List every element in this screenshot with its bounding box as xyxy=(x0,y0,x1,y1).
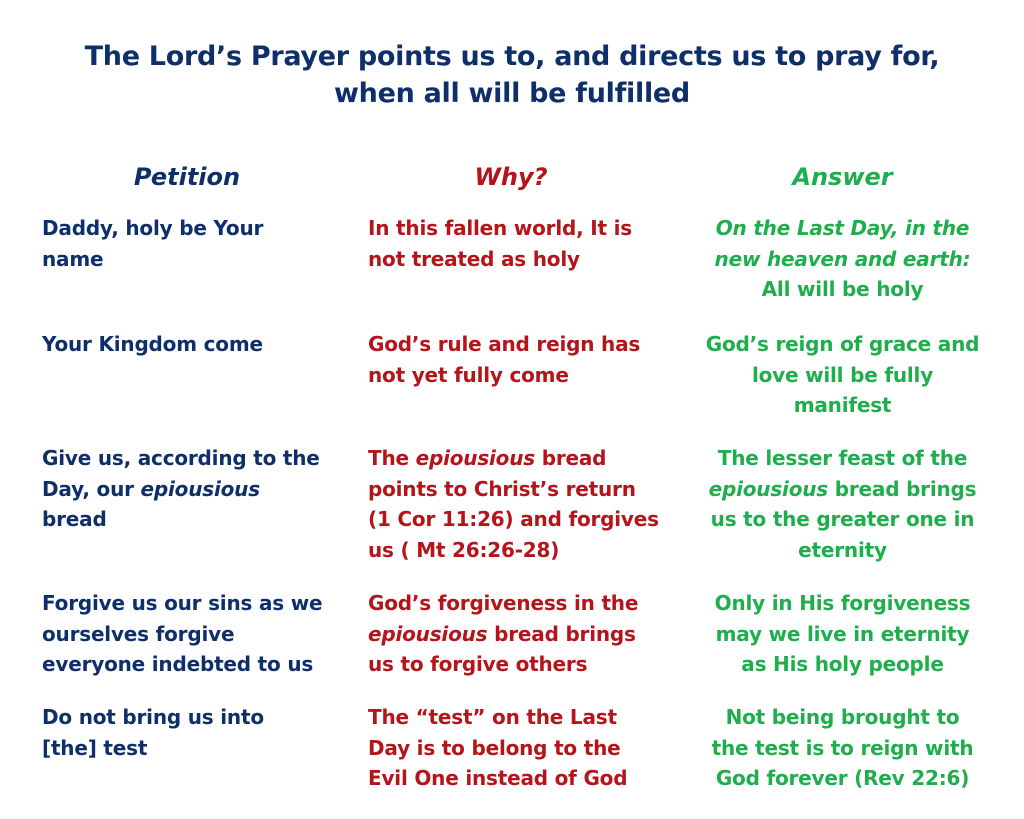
text-line: On the Last Day, in the xyxy=(715,216,970,240)
text-line: Evil One instead of God xyxy=(368,766,628,790)
row-1-answer xyxy=(685,213,1000,305)
text-line: us to forgive others xyxy=(368,652,588,676)
text-line: Give us, according to the xyxy=(42,446,320,470)
text-line: ourselves forgive xyxy=(42,621,235,646)
row-4-why xyxy=(368,588,668,680)
row-4-answer xyxy=(685,588,1000,680)
text-line: not yet fully come xyxy=(368,362,569,387)
text-line: Your Kingdom come xyxy=(42,332,263,356)
text-line: Daddy, holy be Your xyxy=(42,216,264,240)
text-line: points to Christ’s return xyxy=(368,476,636,501)
text-line: as His holy people xyxy=(741,652,944,676)
row-1-petition xyxy=(42,213,352,274)
row-3-answer xyxy=(685,443,1000,565)
text-line: new heaven and earth: xyxy=(714,246,971,271)
row-4-petition xyxy=(42,588,352,680)
text-line: everyone indebted to us xyxy=(42,652,314,676)
text-line: God’s reign of grace and xyxy=(705,332,980,356)
text-line: eternity xyxy=(798,537,887,562)
text-line: bread xyxy=(42,507,107,531)
text-line: may we live in eternity xyxy=(715,621,970,646)
title-line-2: when all will be fulfilled xyxy=(334,78,690,109)
text-line: (1 Cor 11:26) and forgives xyxy=(368,507,659,531)
row-5-why xyxy=(368,702,668,794)
text-line: the test is to reign with xyxy=(711,735,974,760)
text-line: The “test” on the Last xyxy=(368,705,617,729)
page-title xyxy=(0,38,1024,112)
text-run: Day, our xyxy=(42,476,141,501)
text-line: Not being brought to xyxy=(725,705,960,729)
text-run: epiousious xyxy=(140,476,260,501)
text-run: The xyxy=(368,446,416,470)
row-2-why xyxy=(368,329,668,390)
text-line: love will be fully xyxy=(751,362,934,387)
header-why: Why? xyxy=(474,163,548,191)
text-line: us ( Mt 26:26-28) xyxy=(368,537,560,562)
text-run: bread xyxy=(534,446,607,470)
row-3-why xyxy=(368,443,668,565)
text-run: epiousious xyxy=(368,621,488,646)
text-line: not treated as holy xyxy=(368,246,580,271)
row-5-answer xyxy=(685,702,1000,794)
text-line: [the] test xyxy=(42,735,148,760)
row-2-petition xyxy=(42,329,352,360)
row-5-petition xyxy=(42,702,352,763)
text-line: Do not bring us into xyxy=(42,705,264,729)
row-2-answer xyxy=(685,329,1000,421)
text-run: epiousious xyxy=(708,476,828,501)
text-line: Day is to belong to the xyxy=(368,735,621,760)
header-answer: Answer xyxy=(792,163,893,191)
text-line: God’s forgiveness in the xyxy=(368,591,639,615)
text-run: bread brings xyxy=(487,621,636,646)
text-line: us to the greater one in xyxy=(710,507,975,531)
text-line: The lesser feast of the xyxy=(717,446,968,470)
row-3-petition xyxy=(42,443,352,535)
text-line: God forever (Rev 22:6) xyxy=(715,766,970,790)
text-line: Forgive us our sins as we xyxy=(42,591,323,615)
text-line xyxy=(368,619,668,650)
header-petition: Petition xyxy=(133,163,241,191)
text-line: name xyxy=(42,246,104,271)
title-line-1: The Lord’s Prayer points us to, and directs us to pray for, xyxy=(84,41,940,72)
text-line: God’s rule and reign has xyxy=(368,332,641,356)
text-run: bread brings xyxy=(827,476,977,501)
text-line xyxy=(42,474,352,505)
text-line: All will be holy xyxy=(761,277,924,301)
text-line: In this fallen world, It is xyxy=(368,216,632,240)
text-line: manifest xyxy=(793,393,892,417)
row-1-why xyxy=(368,213,668,274)
text-run: epiousious xyxy=(415,446,535,470)
text-line xyxy=(685,474,1000,505)
text-line: Only in His forgiveness xyxy=(714,591,971,615)
text-line xyxy=(368,443,668,474)
